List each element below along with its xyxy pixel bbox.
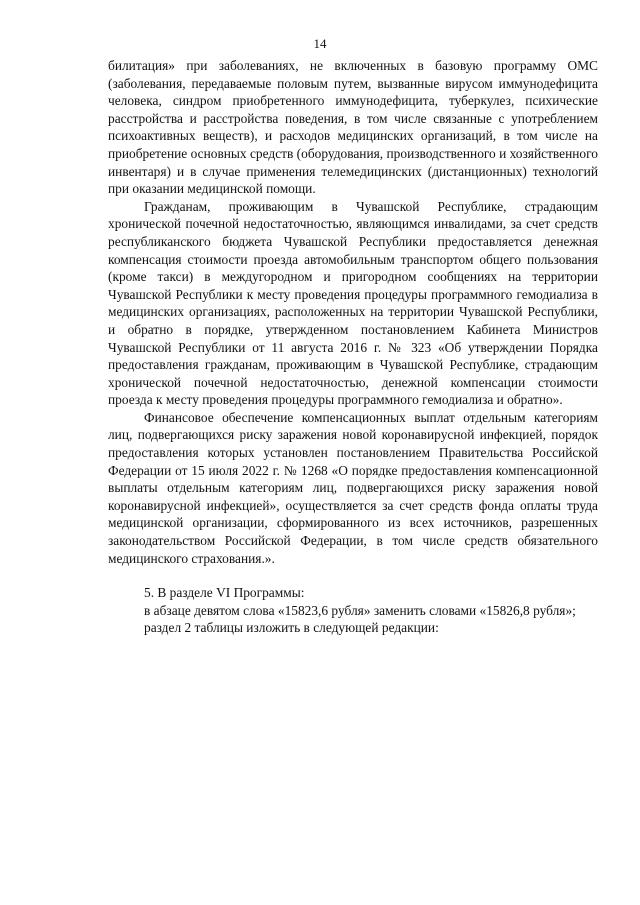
document-body [108,57,598,637]
section-5-item-2: раздел 2 таблицы изложить в следующей редакции: [144,620,439,636]
paragraph-continuation: билитация» при заболеваниях, не включенных в базовую программу ОМС (заболевания, передаваемые половым путем, вызванные вирусом иммунодефицита человека, синдром приобретенного иммунодефицита, туберкулез, психические расстройства и расстройства поведения, в том числе связанные с употреблением психоактивных веществ), и расходов медицинских организаций, в том числе на приобретение основных средств (оборудования, производственного и хозяйственного инвентаря) и в случае применения телемедицинских (дистанционных) технологий при оказании медицинской помощи. [108,58,598,197]
page-number: 14 [313,36,327,51]
paragraph-gap [108,567,598,584]
paragraph-covid-compensation: Финансовое обеспечение компенсационных выплат отдельным категориям лиц, подвергающихся риску заражения новой коронавирусной инфекцией, порядок предоставления которых установлен постановлением Правительства Российской Федерации от 15 июля 2022 г. № 1268 «О порядке предоставления компенсационной выплаты отдельным категориям лиц, подвергающихся риску заражения новой коронавирусной инфекцией», осуществляется за счет средств фонда оплаты труда медицинской организации, сформированного из всех источников, разрешенных законодательством Российской Федерации, в том числе средств обязательного медицинского страхования.». [108,409,598,566]
paragraph-hemodialysis-compensation: Гражданам, проживающим в Чувашской Республике, страдающим хронической почечной недостаточностью, являющимся инвалидами, за счет средств республиканского бюджета Чувашской Республики предоставляется денежная компенсация стоимости проезда автомобильным транспортом общего пользования (кроме такси) в междугородном и пригородном сообщениях на территории Чувашской Республики к месту проведения процедуры программного гемодиализа в медицинских организациях, расположенных на территории Чувашской Республики, и обратно в порядке, утвержденном постановлением Кабинета Министров Чувашской Республики от 11 августа 2016 г. № 323 «Об утверждении Порядка предоставления гражданам, проживающим в Чувашской Республике, страдающим хронической почечной недостаточностью, денежной компенсации стоимости проезда к месту проведения процедуры программного гемодиализа и обратно». [108,198,598,408]
section-5-heading: 5. В разделе VI Программы: [144,585,305,601]
section-5-item-1: в абзаце девятом слова «15823,6 рубля» заменить словами «15826,8 рубля»; [144,602,576,618]
